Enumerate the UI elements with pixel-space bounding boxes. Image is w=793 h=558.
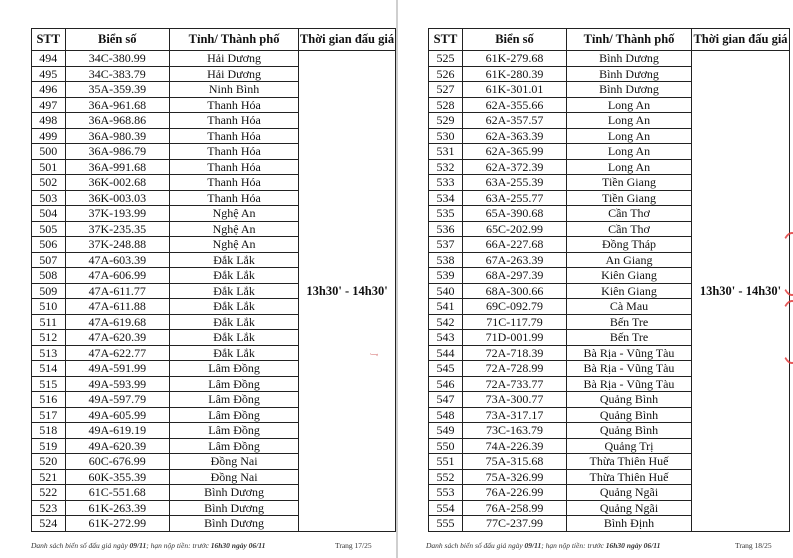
cell-stt: 505 xyxy=(32,221,66,237)
cell-tinh: Bình Dương xyxy=(170,500,299,516)
cell-bien-so: 37K-235.35 xyxy=(65,221,170,237)
cell-stt: 500 xyxy=(32,144,66,160)
cell-tinh: Đồng Tháp xyxy=(567,237,692,253)
cell-tinh: Long An xyxy=(567,113,692,129)
cell-bien-so: 63A-255.39 xyxy=(463,175,567,191)
auction-table-right xyxy=(428,28,790,532)
cell-tinh: Nghệ An xyxy=(170,221,299,237)
cell-tinh: Đắk Lắk xyxy=(170,268,299,284)
cell-bien-so: 71D-001.99 xyxy=(463,330,567,346)
header-bien-so: Biển số xyxy=(65,29,170,51)
footer-date: 09/11 xyxy=(524,541,542,550)
cell-tinh: Bến Tre xyxy=(567,330,692,346)
header-bien-so: Biển số xyxy=(463,29,567,51)
cell-tinh: Long An xyxy=(567,128,692,144)
footer-date: 09/11 xyxy=(129,541,147,550)
cell-tinh: Lâm Đồng xyxy=(170,438,299,454)
cell-tinh: Bình Định xyxy=(567,516,692,532)
header-tinh: Tỉnh/ Thành phố xyxy=(170,29,299,51)
cell-stt: 553 xyxy=(429,485,463,501)
cell-tinh: Lâm Đồng xyxy=(170,376,299,392)
header-stt: STT xyxy=(32,29,66,51)
cell-bien-so: 62A-363.39 xyxy=(463,128,567,144)
cell-stt: 555 xyxy=(429,516,463,532)
cell-stt: 522 xyxy=(32,485,66,501)
cell-tinh: Cần Thơ xyxy=(567,221,692,237)
cell-bien-so: 62A-372.39 xyxy=(463,159,567,175)
table-header xyxy=(32,29,396,51)
cell-stt: 544 xyxy=(429,345,463,361)
cell-tinh: Bình Dương xyxy=(567,66,692,82)
cell-tinh: Bà Rịa - Vũng Tàu xyxy=(567,345,692,361)
cell-stt: 509 xyxy=(32,283,66,299)
cell-stt: 524 xyxy=(32,516,66,532)
cell-auction-time: 13h30' - 14h30' xyxy=(692,51,790,532)
cell-tinh: Bình Dương xyxy=(567,51,692,67)
header-tinh: Tỉnh/ Thành phố xyxy=(567,29,692,51)
cell-stt: 537 xyxy=(429,237,463,253)
cell-stt: 528 xyxy=(429,97,463,113)
cell-stt: 506 xyxy=(32,237,66,253)
cell-tinh: Bến Tre xyxy=(567,314,692,330)
cell-stt: 549 xyxy=(429,423,463,439)
cell-tinh: Quảng Bình xyxy=(567,407,692,423)
cell-bien-so: 68A-300.66 xyxy=(463,283,567,299)
cell-tinh: Bà Rịa - Vũng Tàu xyxy=(567,376,692,392)
cell-tinh: An Giang xyxy=(567,252,692,268)
cell-stt: 534 xyxy=(429,190,463,206)
cell-tinh: Nghệ An xyxy=(170,206,299,222)
cell-bien-so: 36K-002.68 xyxy=(65,175,170,191)
cell-bien-so: 60C-676.99 xyxy=(65,454,170,470)
cell-stt: 498 xyxy=(32,113,66,129)
stamp-mark-icon: ʆ xyxy=(368,353,378,356)
cell-stt: 494 xyxy=(32,51,66,67)
cell-tinh: Bà Rịa - Vũng Tàu xyxy=(567,361,692,377)
cell-stt: 532 xyxy=(429,159,463,175)
table-body-right xyxy=(429,51,790,532)
footer-prefix: Danh sách biển số đấu giá ngày xyxy=(426,541,525,550)
cell-bien-so: 69C-092.79 xyxy=(463,299,567,315)
cell-tinh: Quảng Ngãi xyxy=(567,485,692,501)
cell-stt: 495 xyxy=(32,66,66,82)
cell-bien-so: 47A-611.77 xyxy=(65,283,170,299)
cell-tinh: Kiên Giang xyxy=(567,283,692,299)
cell-tinh: Đắk Lắk xyxy=(170,283,299,299)
cell-stt: 529 xyxy=(429,113,463,129)
cell-bien-so: 76A-258.99 xyxy=(463,500,567,516)
cell-tinh: Quảng Bình xyxy=(567,423,692,439)
cell-tinh: Thừa Thiên Huế xyxy=(567,469,692,485)
header-stt: STT xyxy=(429,29,463,51)
cell-bien-so: 68A-297.39 xyxy=(463,268,567,284)
cell-stt: 546 xyxy=(429,376,463,392)
cell-bien-so: 75A-326.99 xyxy=(463,469,567,485)
cell-stt: 512 xyxy=(32,330,66,346)
cell-bien-so: 36A-991.68 xyxy=(65,159,170,175)
footer-deadline: 16h30 ngày 06/11 xyxy=(605,541,661,550)
cell-stt: 497 xyxy=(32,97,66,113)
cell-stt: 543 xyxy=(429,330,463,346)
cell-tinh: Ninh Bình xyxy=(170,82,299,98)
cell-bien-so: 49A-591.99 xyxy=(65,361,170,377)
cell-stt: 525 xyxy=(429,51,463,67)
cell-bien-so: 47A-622.77 xyxy=(65,345,170,361)
footer-note-right xyxy=(426,541,660,550)
cell-bien-so: 66A-227.68 xyxy=(463,237,567,253)
cell-bien-so: 47A-606.99 xyxy=(65,268,170,284)
cell-bien-so: 61K-279.68 xyxy=(463,51,567,67)
cell-bien-so: 36A-986.79 xyxy=(65,144,170,160)
cell-bien-so: 49A-605.99 xyxy=(65,407,170,423)
cell-stt: 503 xyxy=(32,190,66,206)
cell-bien-so: 65A-390.68 xyxy=(463,206,567,222)
footer-mid: ; hạn nộp tiền: trước xyxy=(541,541,606,550)
cell-stt: 515 xyxy=(32,376,66,392)
footer-mid: ; hạn nộp tiền: trước xyxy=(146,541,211,550)
cell-bien-so: 67A-263.39 xyxy=(463,252,567,268)
cell-bien-so: 36A-980.39 xyxy=(65,128,170,144)
cell-tinh: Bình Dương xyxy=(170,485,299,501)
cell-tinh: Đắk Lắk xyxy=(170,252,299,268)
cell-tinh: Long An xyxy=(567,159,692,175)
cell-stt: 539 xyxy=(429,268,463,284)
cell-tinh: Thanh Hóa xyxy=(170,97,299,113)
table-body-left xyxy=(32,51,396,532)
cell-stt: 535 xyxy=(429,206,463,222)
cell-bien-so: 47A-611.88 xyxy=(65,299,170,315)
cell-stt: 527 xyxy=(429,82,463,98)
cell-auction-time: 13h30' - 14h30' xyxy=(299,51,396,532)
cell-tinh: Bình Dương xyxy=(567,82,692,98)
cell-bien-so: 47A-620.39 xyxy=(65,330,170,346)
cell-tinh: Đồng Nai xyxy=(170,469,299,485)
cell-stt: 521 xyxy=(32,469,66,485)
cell-bien-so: 72A-718.39 xyxy=(463,345,567,361)
cell-tinh: Lâm Đồng xyxy=(170,361,299,377)
cell-bien-so: 73A-300.77 xyxy=(463,392,567,408)
footer-prefix: Danh sách biển số đấu giá ngày xyxy=(31,541,130,550)
cell-stt: 541 xyxy=(429,299,463,315)
cell-stt: 496 xyxy=(32,82,66,98)
cell-bien-so: 37K-193.99 xyxy=(65,206,170,222)
cell-tinh: Tiền Giang xyxy=(567,175,692,191)
cell-tinh: Thanh Hóa xyxy=(170,113,299,129)
cell-bien-so: 61K-263.39 xyxy=(65,500,170,516)
cell-bien-so: 72A-733.77 xyxy=(463,376,567,392)
cell-stt: 548 xyxy=(429,407,463,423)
cell-tinh: Lâm Đồng xyxy=(170,407,299,423)
cell-bien-so: 73C-163.79 xyxy=(463,423,567,439)
cell-tinh: Đắk Lắk xyxy=(170,330,299,346)
cell-tinh: Long An xyxy=(567,97,692,113)
cell-tinh: Cần Thơ xyxy=(567,206,692,222)
cell-stt: 508 xyxy=(32,268,66,284)
cell-bien-so: 60K-355.39 xyxy=(65,469,170,485)
cell-stt: 507 xyxy=(32,252,66,268)
cell-stt: 533 xyxy=(429,175,463,191)
cell-stt: 550 xyxy=(429,438,463,454)
cell-tinh: Nghệ An xyxy=(170,237,299,253)
cell-stt: 531 xyxy=(429,144,463,160)
cell-stt: 547 xyxy=(429,392,463,408)
cell-stt: 516 xyxy=(32,392,66,408)
cell-tinh: Thanh Hóa xyxy=(170,159,299,175)
cell-tinh: Hải Dương xyxy=(170,51,299,67)
cell-bien-so: 49A-620.39 xyxy=(65,438,170,454)
cell-bien-so: 73A-317.17 xyxy=(463,407,567,423)
footer-deadline: 16h30 ngày 06/11 xyxy=(210,541,266,550)
cell-stt: 554 xyxy=(429,500,463,516)
cell-bien-so: 76A-226.99 xyxy=(463,485,567,501)
footer-note-left xyxy=(31,541,265,550)
cell-stt: 552 xyxy=(429,469,463,485)
table-row xyxy=(32,51,396,67)
cell-tinh: Đắk Lắk xyxy=(170,314,299,330)
cell-tinh: Thanh Hóa xyxy=(170,190,299,206)
cell-stt: 518 xyxy=(32,423,66,439)
table-row xyxy=(429,51,790,67)
cell-stt: 545 xyxy=(429,361,463,377)
page-right xyxy=(398,0,793,558)
cell-bien-so: 62A-365.99 xyxy=(463,144,567,160)
cell-bien-so: 35A-359.39 xyxy=(65,82,170,98)
cell-tinh: Đắk Lắk xyxy=(170,299,299,315)
cell-tinh: Quảng Ngãi xyxy=(567,500,692,516)
header-thoi-gian: Thời gian đấu giá xyxy=(299,29,396,51)
cell-bien-so: 61C-551.68 xyxy=(65,485,170,501)
cell-bien-so: 47A-619.68 xyxy=(65,314,170,330)
cell-bien-so: 72A-728.99 xyxy=(463,361,567,377)
cell-bien-so: 49A-597.79 xyxy=(65,392,170,408)
cell-stt: 514 xyxy=(32,361,66,377)
cell-stt: 501 xyxy=(32,159,66,175)
cell-bien-so: 36A-968.86 xyxy=(65,113,170,129)
cell-tinh: Kiên Giang xyxy=(567,268,692,284)
cell-bien-so: 63A-255.77 xyxy=(463,190,567,206)
cell-bien-so: 61K-272.99 xyxy=(65,516,170,532)
cell-stt: 538 xyxy=(429,252,463,268)
cell-bien-so: 49A-619.19 xyxy=(65,423,170,439)
cell-bien-so: 49A-593.99 xyxy=(65,376,170,392)
table-header xyxy=(429,29,790,51)
page-left xyxy=(0,0,396,558)
cell-tinh: Lâm Đồng xyxy=(170,423,299,439)
cell-tinh: Thanh Hóa xyxy=(170,144,299,160)
cell-stt: 517 xyxy=(32,407,66,423)
cell-tinh: Thừa Thiên Huế xyxy=(567,454,692,470)
cell-bien-so: 61K-280.39 xyxy=(463,66,567,82)
cell-stt: 504 xyxy=(32,206,66,222)
cell-bien-so: 65C-202.99 xyxy=(463,221,567,237)
cell-bien-so: 71C-117.79 xyxy=(463,314,567,330)
cell-stt: 510 xyxy=(32,299,66,315)
cell-bien-so: 61K-301.01 xyxy=(463,82,567,98)
cell-stt: 530 xyxy=(429,128,463,144)
cell-stt: 526 xyxy=(429,66,463,82)
cell-stt: 499 xyxy=(32,128,66,144)
cell-bien-so: 36A-961.68 xyxy=(65,97,170,113)
cell-bien-so: 47A-603.39 xyxy=(65,252,170,268)
cell-stt: 502 xyxy=(32,175,66,191)
header-thoi-gian: Thời gian đấu giá xyxy=(692,29,790,51)
cell-stt: 551 xyxy=(429,454,463,470)
cell-stt: 513 xyxy=(32,345,66,361)
auction-table-left xyxy=(31,28,396,532)
cell-bien-so: 75A-315.68 xyxy=(463,454,567,470)
cell-tinh: Đắk Lắk xyxy=(170,345,299,361)
cell-tinh: Quảng Bình xyxy=(567,392,692,408)
cell-tinh: Hải Dương xyxy=(170,66,299,82)
cell-tinh: Đồng Nai xyxy=(170,454,299,470)
cell-stt: 542 xyxy=(429,314,463,330)
cell-bien-so: 36K-003.03 xyxy=(65,190,170,206)
cell-stt: 540 xyxy=(429,283,463,299)
cell-bien-so: 34C-383.79 xyxy=(65,66,170,82)
cell-tinh: Thanh Hóa xyxy=(170,128,299,144)
cell-bien-so: 62A-355.66 xyxy=(463,97,567,113)
page-number-left: Trang 17/25 xyxy=(335,541,372,550)
cell-tinh: Long An xyxy=(567,144,692,160)
cell-tinh: Thanh Hóa xyxy=(170,175,299,191)
cell-stt: 520 xyxy=(32,454,66,470)
cell-tinh: Bình Dương xyxy=(170,516,299,532)
cell-bien-so: 74A-226.39 xyxy=(463,438,567,454)
cell-tinh: Tiền Giang xyxy=(567,190,692,206)
cell-stt: 511 xyxy=(32,314,66,330)
cell-bien-so: 34C-380.99 xyxy=(65,51,170,67)
cell-tinh: Quảng Trị xyxy=(567,438,692,454)
cell-tinh: Cà Mau xyxy=(567,299,692,315)
cell-bien-so: 77C-237.99 xyxy=(463,516,567,532)
page-number-right: Trang 18/25 xyxy=(735,541,772,550)
cell-stt: 519 xyxy=(32,438,66,454)
cell-stt: 536 xyxy=(429,221,463,237)
cell-bien-so: 37K-248.88 xyxy=(65,237,170,253)
cell-bien-so: 62A-357.57 xyxy=(463,113,567,129)
cell-tinh: Lâm Đồng xyxy=(170,392,299,408)
cell-stt: 523 xyxy=(32,500,66,516)
